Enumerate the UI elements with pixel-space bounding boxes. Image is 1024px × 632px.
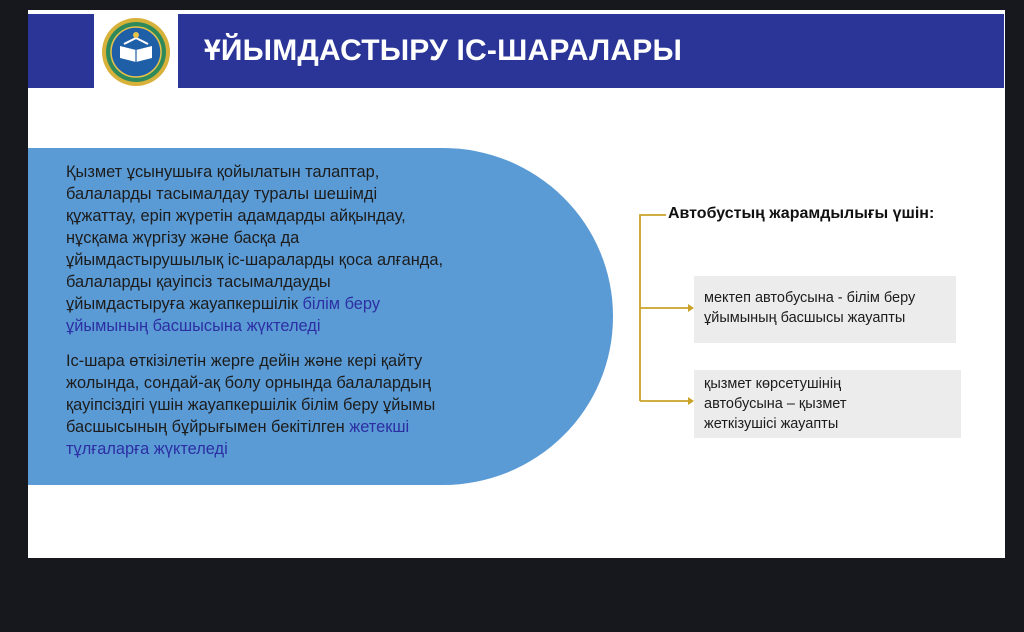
slide bbox=[28, 10, 1005, 558]
page-title: ҰЙЫМДАСТЫРУ ІС-ШАРАЛАРЫ bbox=[204, 34, 683, 67]
text-line: Іс-шара өткізілетін жерге дейін және кері қайту bbox=[66, 352, 423, 370]
text-line bbox=[66, 416, 506, 438]
text-line bbox=[66, 293, 506, 315]
highlighted-text: білім беру bbox=[302, 295, 381, 313]
text-line: мектеп автобусына - білім беру bbox=[704, 290, 916, 306]
text-line: балаларды қауіпсіз тасымалдауды bbox=[66, 273, 331, 291]
provider-bus-responsibility-box bbox=[694, 370, 961, 438]
text-line: қауіпсіздігі үшін жауапкершілік білім беру ұйымы bbox=[66, 396, 436, 414]
paragraph-leader-responsibility bbox=[66, 350, 506, 460]
header-left-block bbox=[28, 14, 94, 88]
text-line: автобусына – қызмет bbox=[704, 396, 847, 412]
paragraph-organizer-responsibility bbox=[66, 161, 506, 337]
bracket-connector bbox=[628, 205, 698, 415]
text-line: ұйымдастырушылық іс-шараларды қоса алғанда, bbox=[66, 251, 444, 269]
highlighted-text: ұйымының басшысына жүктеледі bbox=[66, 317, 321, 335]
text-line: балаларды тасымалдау туралы шешімді bbox=[66, 185, 378, 203]
bus-fitness-heading: Автобустың жарамдылығы үшін: bbox=[668, 205, 935, 222]
text-segment: ұйымдастыруға жауапкершілік bbox=[66, 295, 303, 313]
text-segment: басшысының бұйрығымен бекітілген bbox=[66, 418, 350, 436]
school-bus-responsibility-box bbox=[694, 276, 956, 343]
book-emblem-icon bbox=[100, 16, 172, 88]
text-line: жеткізушісі жауапты bbox=[704, 416, 839, 432]
text-line: қызмет көрсетушінің bbox=[704, 376, 842, 392]
text-line: ұйымының басшысы жауапты bbox=[704, 310, 906, 326]
text-line: жолында, сондай-ақ болу орнында балалардың bbox=[66, 374, 432, 392]
highlighted-text: жетекші bbox=[349, 418, 410, 436]
highlighted-text: тұлғаларға жүктеледі bbox=[66, 440, 228, 458]
text-line: құжаттау, еріп жүретін адамдарды айқындау, bbox=[66, 207, 406, 225]
text-line: Қызмет ұсынушыға қойылатын талаптар, bbox=[66, 163, 380, 181]
text-line: нұсқама жүргізу және басқа да bbox=[66, 229, 300, 247]
